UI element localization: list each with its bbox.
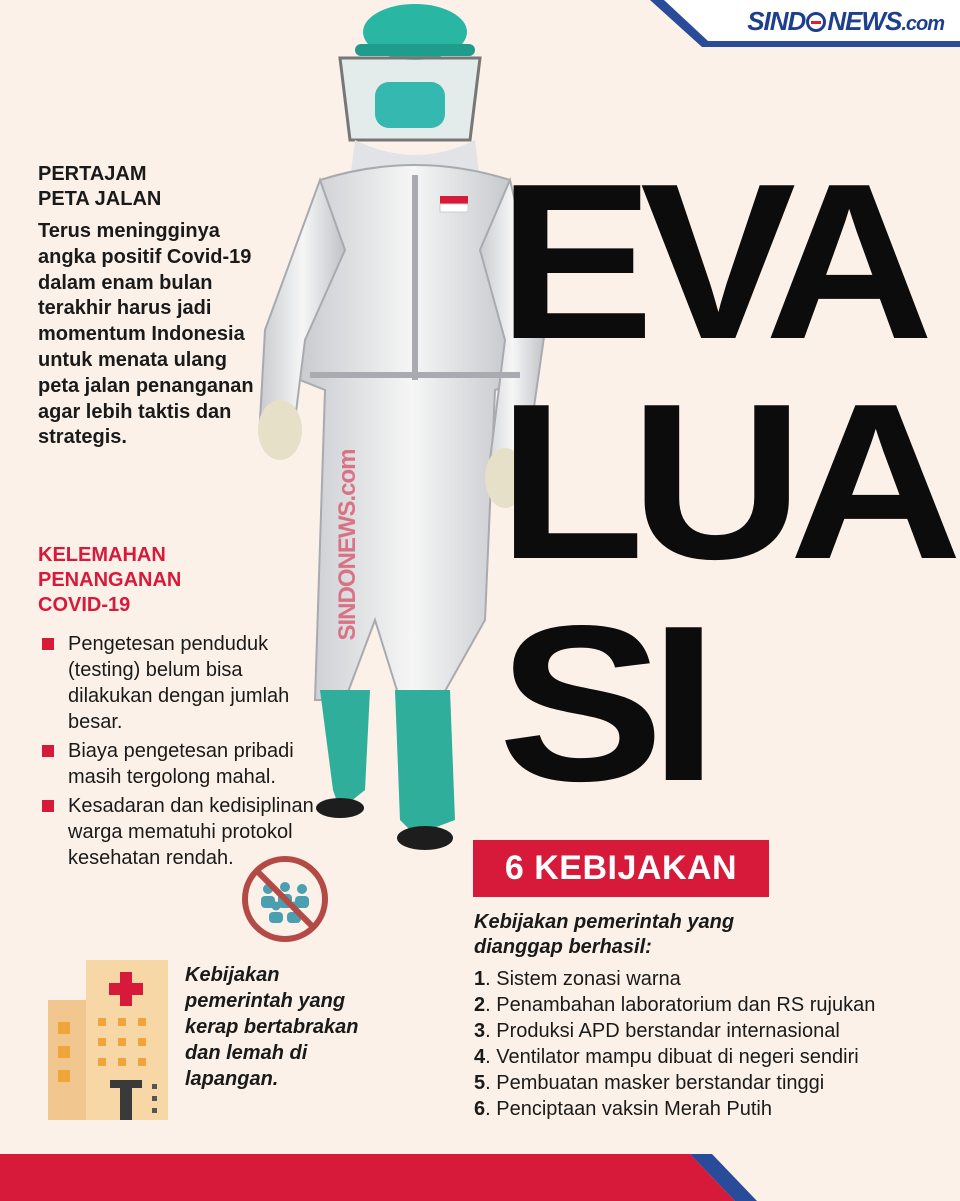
list-item: 5. Pembuatan masker berstandar tinggi xyxy=(474,1072,825,1094)
policy-badge: 6 KEBIJAKAN xyxy=(473,840,769,897)
bullet-square-icon xyxy=(42,745,54,757)
list-item: 4. Ventilator mampu dibuat di negeri sendiri xyxy=(474,1046,859,1068)
list-item: Pengetesan penduduk (testing) belum bisa dilakukan dengan jumlah besar. xyxy=(40,631,330,735)
hospital-building-icon xyxy=(48,960,168,1120)
headline-line-2: LUA xyxy=(498,356,949,606)
headline-line-1: EVA xyxy=(498,136,920,386)
policy-intro: Kebijakan pemerintah yang dianggap berhasil: xyxy=(474,911,735,958)
list-item: 1. Sistem zonasi warna xyxy=(474,968,681,990)
intro-body: Terus meningginya angka positif Covid-19 dalam enam bulan terakhir harus jadi momentum Indonesia untuk menata ulang peta jalan penanganan agar lebih taktis dan strategis. xyxy=(38,220,254,449)
list-item: 2. Penambahan laboratorium dan RS rujukan xyxy=(474,994,876,1016)
policy-list xyxy=(474,966,944,1122)
hospital-note: Kebijakan pemerintah yang kerap bertabrakan dan lemah di lapangan. xyxy=(185,964,359,1090)
list-item: Biaya pengetesan pribadi masih tergolong mahal. xyxy=(40,738,330,790)
bullet-square-icon xyxy=(42,800,54,812)
weakness-title: KELEMAHAN PENANGANAN COVID-19 xyxy=(38,544,182,616)
list-item: 3. Produksi APD berstandar internasional xyxy=(474,1020,840,1042)
footer-band xyxy=(0,1154,960,1201)
logo-globe-icon xyxy=(806,12,826,32)
list-item: Kesadaran dan kedisiplinan warga mematuhi protokol kesehatan rendah. xyxy=(40,793,330,871)
headline-line-3: SI xyxy=(498,578,704,828)
bullet-square-icon xyxy=(42,638,54,650)
no-crowd-icon xyxy=(240,854,330,944)
intro-title: PERTAJAM PETA JALAN xyxy=(38,163,162,210)
brand-logo[interactable]: SIND NEWS.com xyxy=(747,6,944,36)
vertical-watermark: SINDONEWS.com xyxy=(334,449,361,641)
list-item: 6. Penciptaan vaksin Merah Putih xyxy=(474,1098,772,1120)
